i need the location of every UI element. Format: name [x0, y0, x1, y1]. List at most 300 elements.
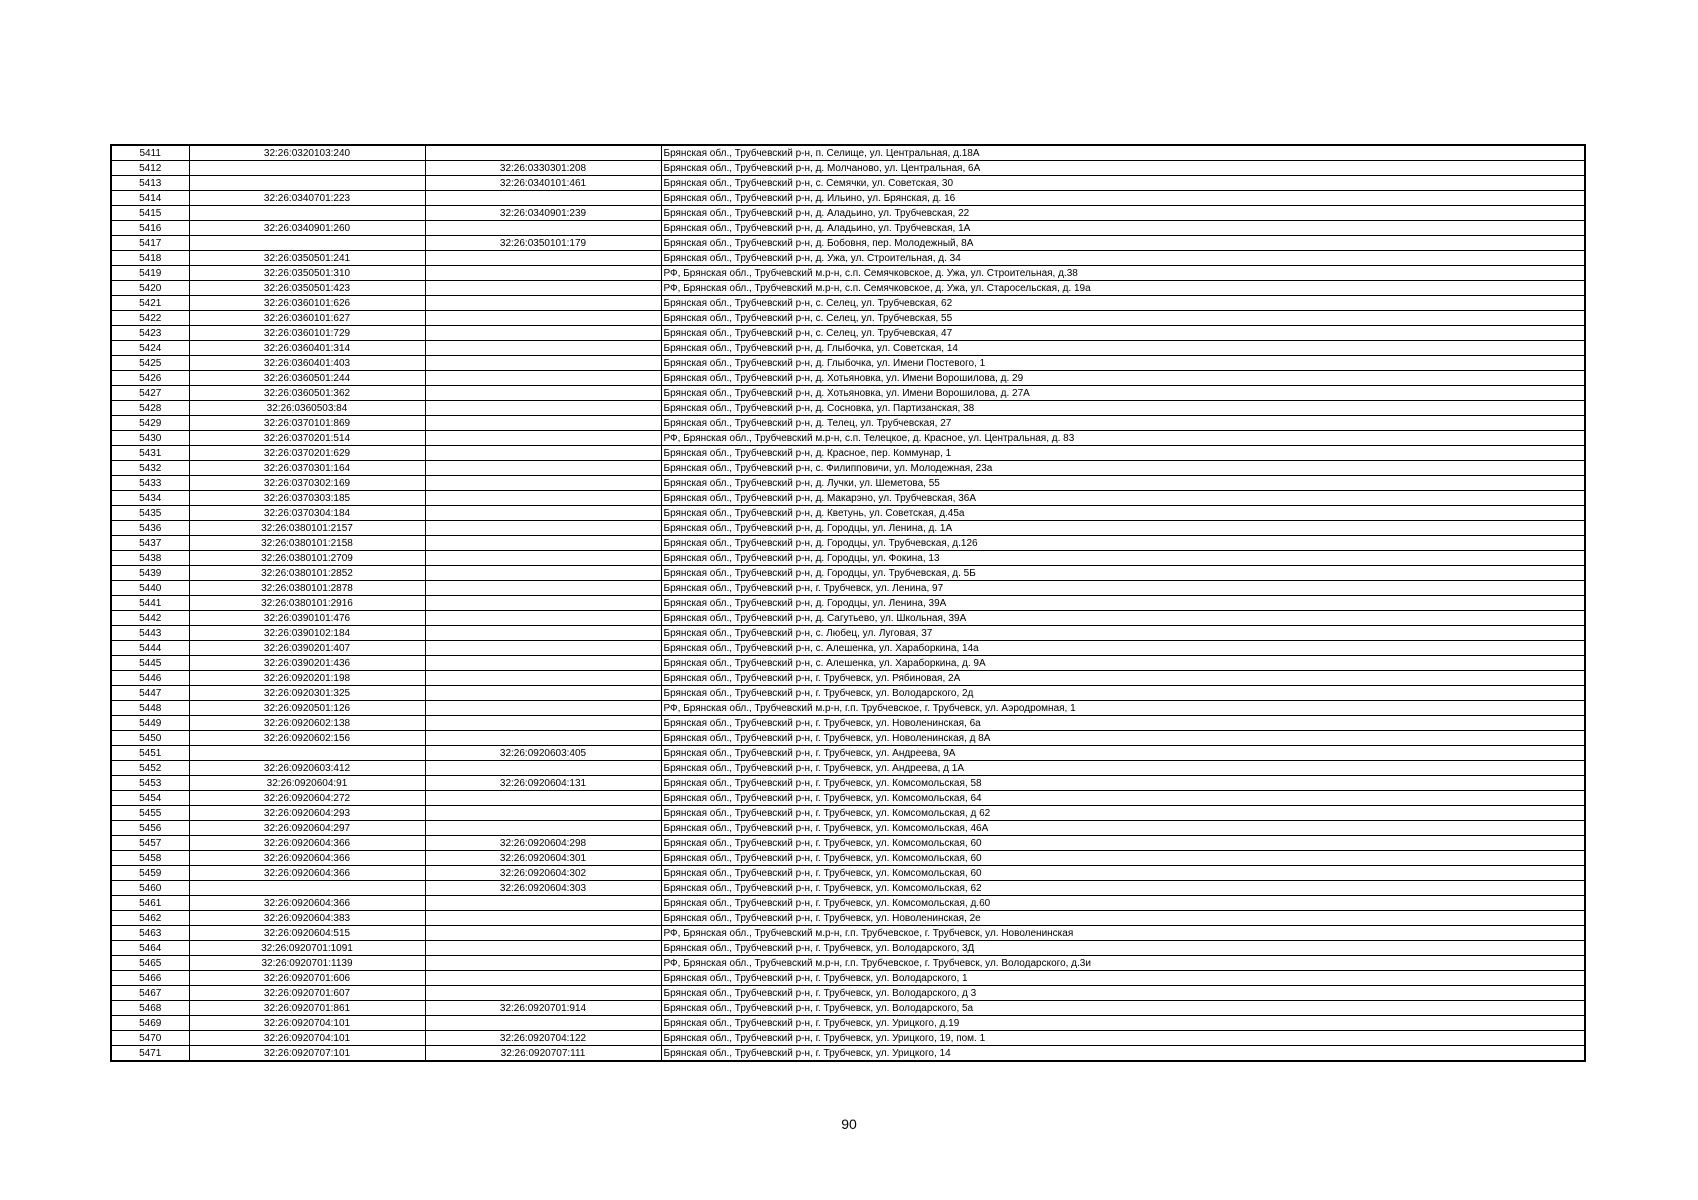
object-cadastral-number-cell	[425, 791, 661, 806]
object-cadastral-number-cell: 32:26:0920704:122	[425, 1031, 661, 1046]
row-number-cell: 5431	[111, 446, 189, 461]
cadastral-number-cell: 32:26:0390201:407	[189, 641, 425, 656]
address-cell: Брянская обл., Трубчевский р-н, г. Трубчевск, ул. Рябиновая, 2А	[661, 671, 1585, 686]
table-row	[111, 506, 1585, 521]
table-row	[111, 1031, 1585, 1046]
address-cell: Брянская обл., Трубчевский р-н, д. Аладьино, ул. Трубчевская, 22	[661, 206, 1585, 221]
object-cadastral-number-cell	[425, 731, 661, 746]
cadastral-number-cell: 32:26:0360503:84	[189, 401, 425, 416]
row-number-cell: 5427	[111, 386, 189, 401]
row-number-cell: 5423	[111, 326, 189, 341]
cadastral-number-cell: 32:26:0370301:164	[189, 461, 425, 476]
cadastral-number-cell: 32:26:0380101:2878	[189, 581, 425, 596]
address-cell: Брянская обл., Трубчевский р-н, г. Трубчевск, ул. Новоленинская, 2е	[661, 911, 1585, 926]
object-cadastral-number-cell	[425, 251, 661, 266]
address-cell: РФ, Брянская обл., Трубчевский м.р-н, г.п. Трубчевское, г. Трубчевск, ул. Володарского, д.3и	[661, 956, 1585, 971]
row-number-cell: 5442	[111, 611, 189, 626]
object-cadastral-number-cell	[425, 941, 661, 956]
table-row	[111, 656, 1585, 671]
address-cell: Брянская обл., Трубчевский р-н, с. Алешенка, ул. Хараборкина, 14а	[661, 641, 1585, 656]
row-number-cell: 5426	[111, 371, 189, 386]
table-row	[111, 956, 1585, 971]
row-number-cell: 5449	[111, 716, 189, 731]
cadastral-number-cell: 32:26:0390201:436	[189, 656, 425, 671]
object-cadastral-number-cell	[425, 326, 661, 341]
address-cell: Брянская обл., Трубчевский р-н, д. Сосновка, ул. Партизанская, 38	[661, 401, 1585, 416]
row-number-cell: 5413	[111, 176, 189, 191]
row-number-cell: 5453	[111, 776, 189, 791]
address-cell: Брянская обл., Трубчевский р-н, г. Трубчевск, ул. Комсомольская, 46А	[661, 821, 1585, 836]
address-cell: Брянская обл., Трубчевский р-н, п. Селище, ул. Центральная, д.18А	[661, 145, 1585, 161]
address-cell: Брянская обл., Трубчевский р-н, д. Городцы, ул. Ленина, д. 1А	[661, 521, 1585, 536]
cadastral-number-cell	[189, 881, 425, 896]
address-cell: Брянская обл., Трубчевский р-н, г. Трубчевск, ул. Урицкого, д.19	[661, 1016, 1585, 1031]
row-number-cell: 5414	[111, 191, 189, 206]
table-row	[111, 881, 1585, 896]
object-cadastral-number-cell	[425, 221, 661, 236]
row-number-cell: 5412	[111, 161, 189, 176]
row-number-cell: 5456	[111, 821, 189, 836]
address-cell: РФ, Брянская обл., Трубчевский м.р-н, с.п. Семячковское, д. Ужа, ул. Старосельская, д. 19а	[661, 281, 1585, 296]
object-cadastral-number-cell	[425, 311, 661, 326]
row-number-cell: 5457	[111, 836, 189, 851]
table-row	[111, 461, 1585, 476]
address-cell: Брянская обл., Трубчевский р-н, г. Трубчевск, ул. Новоленинская, 6а	[661, 716, 1585, 731]
object-cadastral-number-cell	[425, 356, 661, 371]
address-cell: Брянская обл., Трубчевский р-н, с. Селец, ул. Трубчевская, 55	[661, 311, 1585, 326]
row-number-cell: 5460	[111, 881, 189, 896]
row-number-cell: 5444	[111, 641, 189, 656]
row-number-cell: 5466	[111, 971, 189, 986]
address-cell: Брянская обл., Трубчевский р-н, д. Городцы, ул. Ленина, 39А	[661, 596, 1585, 611]
table-row	[111, 791, 1585, 806]
object-cadastral-number-cell	[425, 926, 661, 941]
address-cell: Брянская обл., Трубчевский р-н, д. Хотьяновка, ул. Имени Ворошилова, д. 27А	[661, 386, 1585, 401]
row-number-cell: 5433	[111, 476, 189, 491]
row-number-cell: 5463	[111, 926, 189, 941]
row-number-cell: 5471	[111, 1046, 189, 1062]
row-number-cell: 5469	[111, 1016, 189, 1031]
cadastral-number-cell: 32:26:0380101:2709	[189, 551, 425, 566]
object-cadastral-number-cell	[425, 145, 661, 161]
table-row	[111, 281, 1585, 296]
table-row	[111, 611, 1585, 626]
cadastral-number-cell: 32:26:0920602:138	[189, 716, 425, 731]
table-row	[111, 371, 1585, 386]
cadastral-number-cell: 32:26:0350501:310	[189, 266, 425, 281]
object-cadastral-number-cell	[425, 536, 661, 551]
cadastral-number-cell: 32:26:0920701:607	[189, 986, 425, 1001]
address-cell: Брянская обл., Трубчевский р-н, д. Сагутьево, ул. Школьная, 39А	[661, 611, 1585, 626]
object-cadastral-number-cell	[425, 281, 661, 296]
object-cadastral-number-cell	[425, 806, 661, 821]
address-cell: Брянская обл., Трубчевский р-н, г. Трубчевск, ул. Урицкого, 14	[661, 1046, 1585, 1062]
address-cell: Брянская обл., Трубчевский р-н, д. Аладьино, ул. Трубчевская, 1А	[661, 221, 1585, 236]
address-cell: Брянская обл., Трубчевский р-н, г. Трубчевск, ул. Володарского, 1	[661, 971, 1585, 986]
address-cell: Брянская обл., Трубчевский р-н, г. Трубчевск, ул. Комсомольская, д.60	[661, 896, 1585, 911]
address-cell: РФ, Брянская обл., Трубчевский м.р-н, г.п. Трубчевское, г. Трубчевск, ул. Новоленинская	[661, 926, 1585, 941]
object-cadastral-number-cell	[425, 371, 661, 386]
row-number-cell: 5418	[111, 251, 189, 266]
cadastral-number-cell: 32:26:0920604:293	[189, 806, 425, 821]
row-number-cell: 5411	[111, 145, 189, 161]
address-cell: Брянская обл., Трубчевский р-н, д. Глыбочка, ул. Имени Постевого, 1	[661, 356, 1585, 371]
object-cadastral-number-cell	[425, 401, 661, 416]
table-row	[111, 941, 1585, 956]
table-row	[111, 521, 1585, 536]
row-number-cell: 5440	[111, 581, 189, 596]
row-number-cell: 5465	[111, 956, 189, 971]
cadastral-number-cell: 32:26:0360101:729	[189, 326, 425, 341]
address-cell: Брянская обл., Трубчевский р-н, г. Трубчевск, ул. Андреева, 9А	[661, 746, 1585, 761]
row-number-cell: 5416	[111, 221, 189, 236]
row-number-cell: 5447	[111, 686, 189, 701]
table-row	[111, 176, 1585, 191]
table-row	[111, 566, 1585, 581]
object-cadastral-number-cell	[425, 491, 661, 506]
address-cell: Брянская обл., Трубчевский р-н, д. Красное, пер. Коммунар, 1	[661, 446, 1585, 461]
object-cadastral-number-cell	[425, 821, 661, 836]
row-number-cell: 5450	[111, 731, 189, 746]
cadastral-number-cell: 32:26:0370101:869	[189, 416, 425, 431]
table-row	[111, 821, 1585, 836]
object-cadastral-number-cell: 32:26:0920604:301	[425, 851, 661, 866]
cadastral-number-cell: 32:26:0920604:383	[189, 911, 425, 926]
row-number-cell: 5434	[111, 491, 189, 506]
table-row	[111, 806, 1585, 821]
object-cadastral-number-cell	[425, 641, 661, 656]
row-number-cell: 5437	[111, 536, 189, 551]
cadastral-number-cell: 32:26:0360501:244	[189, 371, 425, 386]
cadastral-number-cell: 32:26:0340701:223	[189, 191, 425, 206]
cadastral-number-cell: 32:26:0920704:101	[189, 1031, 425, 1046]
object-cadastral-number-cell	[425, 971, 661, 986]
address-cell: Брянская обл., Трубчевский р-н, г. Трубчевск, ул. Комсомольская, 60	[661, 836, 1585, 851]
table-row	[111, 686, 1585, 701]
object-cadastral-number-cell	[425, 386, 661, 401]
object-cadastral-number-cell: 32:26:0920604:131	[425, 776, 661, 791]
address-cell: Брянская обл., Трубчевский р-н, г. Трубчевск, ул. Новоленинская, д 8А	[661, 731, 1585, 746]
address-cell: Брянская обл., Трубчевский р-н, с. Филипповичи, ул. Молодежная, 23а	[661, 461, 1585, 476]
cadastral-number-cell: 32:26:0350501:241	[189, 251, 425, 266]
cadastral-number-cell: 32:26:0920701:861	[189, 1001, 425, 1016]
cadastral-number-cell: 32:26:0920603:412	[189, 761, 425, 776]
address-cell: Брянская обл., Трубчевский р-н, г. Трубчевск, ул. Комсомольская, 60	[661, 866, 1585, 881]
table-row	[111, 161, 1585, 176]
row-number-cell: 5436	[111, 521, 189, 536]
table-row	[111, 701, 1585, 716]
table-row	[111, 356, 1585, 371]
object-cadastral-number-cell	[425, 416, 661, 431]
row-number-cell: 5425	[111, 356, 189, 371]
address-cell: Брянская обл., Трубчевский р-н, с. Семячки, ул. Советская, 30	[661, 176, 1585, 191]
table-row	[111, 251, 1585, 266]
address-cell: Брянская обл., Трубчевский р-н, г. Трубчевск, ул. Володарского, 3Д	[661, 941, 1585, 956]
address-cell: Брянская обл., Трубчевский р-н, г. Трубчевск, ул. Комсомольская, 62	[661, 881, 1585, 896]
cadastral-number-cell: 32:26:0340901:260	[189, 221, 425, 236]
object-cadastral-number-cell: 32:26:0920604:298	[425, 836, 661, 851]
table-row	[111, 746, 1585, 761]
cadastral-number-cell: 32:26:0380101:2916	[189, 596, 425, 611]
object-cadastral-number-cell	[425, 596, 661, 611]
cadastral-number-cell: 32:26:0360401:403	[189, 356, 425, 371]
row-number-cell: 5428	[111, 401, 189, 416]
table-row	[111, 386, 1585, 401]
cadastral-number-cell: 32:26:0920701:1139	[189, 956, 425, 971]
cadastral-number-cell: 32:26:0360501:362	[189, 386, 425, 401]
object-cadastral-number-cell	[425, 566, 661, 581]
cadastral-number-cell: 32:26:0380101:2157	[189, 521, 425, 536]
table-row	[111, 836, 1585, 851]
cadastral-number-cell: 32:26:0360101:626	[189, 296, 425, 311]
object-cadastral-number-cell	[425, 611, 661, 626]
row-number-cell: 5422	[111, 311, 189, 326]
address-cell: РФ, Брянская обл., Трубчевский м.р-н, г.п. Трубчевское, г. Трубчевск, ул. Аэродромная, 1	[661, 701, 1585, 716]
object-cadastral-number-cell: 32:26:0920707:111	[425, 1046, 661, 1062]
object-cadastral-number-cell: 32:26:0340901:239	[425, 206, 661, 221]
row-number-cell: 5454	[111, 791, 189, 806]
cadastral-number-cell: 32:26:0920704:101	[189, 1016, 425, 1031]
row-number-cell: 5430	[111, 431, 189, 446]
cadastral-number-cell: 32:26:0920301:325	[189, 686, 425, 701]
row-number-cell: 5445	[111, 656, 189, 671]
object-cadastral-number-cell	[425, 671, 661, 686]
address-cell: Брянская обл., Трубчевский р-н, г. Трубчевск, ул. Комсомольская, 58	[661, 776, 1585, 791]
cadastral-number-cell: 32:26:0390102:184	[189, 626, 425, 641]
address-cell: Брянская обл., Трубчевский р-н, г. Трубчевск, ул. Андреева, д 1А	[661, 761, 1585, 776]
row-number-cell: 5421	[111, 296, 189, 311]
address-cell: Брянская обл., Трубчевский р-н, г. Трубчевск, ул. Володарского, д 3	[661, 986, 1585, 1001]
object-cadastral-number-cell	[425, 1016, 661, 1031]
table-row	[111, 671, 1585, 686]
object-cadastral-number-cell	[425, 761, 661, 776]
row-number-cell: 5452	[111, 761, 189, 776]
object-cadastral-number-cell	[425, 701, 661, 716]
cadastral-number-cell: 32:26:0380101:2158	[189, 536, 425, 551]
row-number-cell: 5464	[111, 941, 189, 956]
row-number-cell: 5458	[111, 851, 189, 866]
table-row	[111, 266, 1585, 281]
address-cell: Брянская обл., Трубчевский р-н, д. Ужа, ул. Строительная, д. 34	[661, 251, 1585, 266]
table-row	[111, 911, 1585, 926]
cadastral-number-cell: 32:26:0920707:101	[189, 1046, 425, 1062]
table-row	[111, 851, 1585, 866]
row-number-cell: 5455	[111, 806, 189, 821]
table-row	[111, 341, 1585, 356]
address-cell: Брянская обл., Трубчевский р-н, с. Любец, ул. Луговая, 37	[661, 626, 1585, 641]
row-number-cell: 5424	[111, 341, 189, 356]
cadastral-number-cell: 32:26:0350501:423	[189, 281, 425, 296]
object-cadastral-number-cell	[425, 581, 661, 596]
row-number-cell: 5451	[111, 746, 189, 761]
table-row	[111, 716, 1585, 731]
cadastral-number-cell: 32:26:0920501:126	[189, 701, 425, 716]
address-cell: Брянская обл., Трубчевский р-н, д. Лучки, ул. Шеметова, 55	[661, 476, 1585, 491]
cadastral-number-cell: 32:26:0390101:476	[189, 611, 425, 626]
cadastral-number-cell: 32:26:0370302:169	[189, 476, 425, 491]
row-number-cell: 5441	[111, 596, 189, 611]
object-cadastral-number-cell	[425, 506, 661, 521]
table-row	[111, 401, 1585, 416]
row-number-cell: 5448	[111, 701, 189, 716]
table-row	[111, 311, 1585, 326]
object-cadastral-number-cell	[425, 341, 661, 356]
object-cadastral-number-cell	[425, 446, 661, 461]
table-row	[111, 776, 1585, 791]
row-number-cell: 5435	[111, 506, 189, 521]
address-cell: Брянская обл., Трубчевский р-н, д. Ильино, ул. Брянская, д. 16	[661, 191, 1585, 206]
table-row	[111, 986, 1585, 1001]
row-number-cell: 5443	[111, 626, 189, 641]
object-cadastral-number-cell: 32:26:0920604:303	[425, 881, 661, 896]
object-cadastral-number-cell: 32:26:0340101:461	[425, 176, 661, 191]
cadastral-number-cell: 32:26:0360101:627	[189, 311, 425, 326]
row-number-cell: 5438	[111, 551, 189, 566]
address-cell: Брянская обл., Трубчевский р-н, с. Алешенка, ул. Хараборкина, д. 9А	[661, 656, 1585, 671]
cadastral-number-cell: 32:26:0920604:272	[189, 791, 425, 806]
object-cadastral-number-cell	[425, 296, 661, 311]
address-cell: Брянская обл., Трубчевский р-н, с. Селец, ул. Трубчевская, 62	[661, 296, 1585, 311]
object-cadastral-number-cell	[425, 551, 661, 566]
cadastral-number-cell: 32:26:0370304:184	[189, 506, 425, 521]
row-number-cell: 5439	[111, 566, 189, 581]
address-cell: Брянская обл., Трубчевский р-н, д. Городцы, ул. Трубчевская, д.126	[661, 536, 1585, 551]
table-row	[111, 236, 1585, 251]
row-number-cell: 5461	[111, 896, 189, 911]
table-row	[111, 206, 1585, 221]
row-number-cell: 5446	[111, 671, 189, 686]
table-row	[111, 476, 1585, 491]
cadastral-number-cell: 32:26:0920604:91	[189, 776, 425, 791]
cadastral-number-cell	[189, 236, 425, 251]
cadastral-number-cell: 32:26:0370201:629	[189, 446, 425, 461]
table-row	[111, 221, 1585, 236]
row-number-cell: 5468	[111, 1001, 189, 1016]
row-number-cell: 5432	[111, 461, 189, 476]
table-row	[111, 446, 1585, 461]
address-cell: Брянская обл., Трубчевский р-н, д. Молчаново, ул. Центральная, 6А	[661, 161, 1585, 176]
address-cell: Брянская обл., Трубчевский р-н, г. Трубчевск, ул. Володарского, 2д	[661, 686, 1585, 701]
object-cadastral-number-cell	[425, 476, 661, 491]
cadastral-number-cell: 32:26:0920604:366	[189, 851, 425, 866]
address-cell: Брянская обл., Трубчевский р-н, г. Трубчевск, ул. Ленина, 97	[661, 581, 1585, 596]
table-row	[111, 296, 1585, 311]
row-number-cell: 5417	[111, 236, 189, 251]
table-row	[111, 971, 1585, 986]
table-row	[111, 1046, 1585, 1062]
row-number-cell: 5459	[111, 866, 189, 881]
row-number-cell: 5419	[111, 266, 189, 281]
row-number-cell: 5470	[111, 1031, 189, 1046]
object-cadastral-number-cell	[425, 956, 661, 971]
cadastral-number-cell: 32:26:0380101:2852	[189, 566, 425, 581]
address-cell: Брянская обл., Трубчевский р-н, г. Трубчевск, ул. Урицкого, 19, пом. 1	[661, 1031, 1585, 1046]
cadastral-number-cell: 32:26:0920604:366	[189, 836, 425, 851]
object-cadastral-number-cell	[425, 896, 661, 911]
address-cell: Брянская обл., Трубчевский р-н, д. Бобовня, пер. Молодежный, 8А	[661, 236, 1585, 251]
cadastral-number-cell	[189, 746, 425, 761]
cadastral-number-cell: 32:26:0920604:515	[189, 926, 425, 941]
object-cadastral-number-cell	[425, 986, 661, 1001]
object-cadastral-number-cell	[425, 656, 661, 671]
object-cadastral-number-cell	[425, 461, 661, 476]
table-body	[111, 145, 1585, 1061]
cadastral-number-cell: 32:26:0920602:156	[189, 731, 425, 746]
row-number-cell: 5429	[111, 416, 189, 431]
table-row	[111, 1016, 1585, 1031]
address-cell: Брянская обл., Трубчевский р-н, г. Трубчевск, ул. Комсомольская, д 62	[661, 806, 1585, 821]
row-number-cell: 5462	[111, 911, 189, 926]
object-cadastral-number-cell	[425, 431, 661, 446]
table-row	[111, 581, 1585, 596]
table-row	[111, 145, 1585, 161]
table-row	[111, 431, 1585, 446]
address-cell: РФ, Брянская обл., Трубчевский м.р-н, с.п. Телецкое, д. Красное, ул. Центральная, д. 83	[661, 431, 1585, 446]
address-cell: Брянская обл., Трубчевский р-н, д. Макарэно, ул. Трубчевская, 36А	[661, 491, 1585, 506]
table-row	[111, 596, 1585, 611]
object-cadastral-number-cell: 32:26:0920603:405	[425, 746, 661, 761]
object-cadastral-number-cell: 32:26:0920604:302	[425, 866, 661, 881]
address-cell: Брянская обл., Трубчевский р-н, д. Городцы, ул. Фокина, 13	[661, 551, 1585, 566]
address-cell: РФ, Брянская обл., Трубчевский м.р-н, с.п. Семячковское, д. Ужа, ул. Строительная, д.38	[661, 266, 1585, 281]
address-cell: Брянская обл., Трубчевский р-н, д. Городцы, ул. Трубчевская, д. 5Б	[661, 566, 1585, 581]
row-number-cell: 5420	[111, 281, 189, 296]
object-cadastral-number-cell: 32:26:0350101:179	[425, 236, 661, 251]
cadastral-number-cell: 32:26:0920201:198	[189, 671, 425, 686]
address-cell: Брянская обл., Трубчевский р-н, г. Трубчевск, ул. Комсомольская, 64	[661, 791, 1585, 806]
cadastral-number-cell: 32:26:0370303:185	[189, 491, 425, 506]
object-cadastral-number-cell	[425, 626, 661, 641]
table-row	[111, 866, 1585, 881]
table-row	[111, 896, 1585, 911]
cadastral-number-cell: 32:26:0360401:314	[189, 341, 425, 356]
cadastral-number-cell: 32:26:0920701:606	[189, 971, 425, 986]
table-row	[111, 626, 1585, 641]
object-cadastral-number-cell	[425, 191, 661, 206]
row-number-cell: 5467	[111, 986, 189, 1001]
cadastral-number-cell: 32:26:0320103:240	[189, 145, 425, 161]
address-cell: Брянская обл., Трубчевский р-н, д. Хотьяновка, ул. Имени Ворошилова, д. 29	[661, 371, 1585, 386]
row-number-cell: 5415	[111, 206, 189, 221]
table-row	[111, 536, 1585, 551]
address-cell: Брянская обл., Трубчевский р-н, г. Трубчевск, ул. Володарского, 5а	[661, 1001, 1585, 1016]
address-cell: Брянская обл., Трубчевский р-н, д. Кветунь, ул. Советская, д.45а	[661, 506, 1585, 521]
table-row	[111, 761, 1585, 776]
cadastral-number-cell	[189, 176, 425, 191]
table-row	[111, 326, 1585, 341]
object-cadastral-number-cell	[425, 911, 661, 926]
cadastral-number-cell: 32:26:0920604:297	[189, 821, 425, 836]
object-cadastral-number-cell	[425, 521, 661, 536]
table-row	[111, 641, 1585, 656]
table-row	[111, 551, 1585, 566]
address-cell: Брянская обл., Трубчевский р-н, д. Глыбочка, ул. Советская, 14	[661, 341, 1585, 356]
object-cadastral-number-cell	[425, 266, 661, 281]
table-row	[111, 191, 1585, 206]
object-cadastral-number-cell: 32:26:0920701:914	[425, 1001, 661, 1016]
address-cell: Брянская обл., Трубчевский р-н, д. Телец, ул. Трубчевская, 27	[661, 416, 1585, 431]
object-cadastral-number-cell	[425, 686, 661, 701]
page-number: 90	[841, 1116, 857, 1132]
address-cell: Брянская обл., Трубчевский р-н, г. Трубчевск, ул. Комсомольская, 60	[661, 851, 1585, 866]
cadastral-number-cell	[189, 161, 425, 176]
table-row	[111, 1001, 1585, 1016]
cadastral-number-cell: 32:26:0920604:366	[189, 896, 425, 911]
cadastral-number-cell: 32:26:0370201:514	[189, 431, 425, 446]
object-cadastral-number-cell	[425, 716, 661, 731]
table-row	[111, 416, 1585, 431]
table-row	[111, 491, 1585, 506]
